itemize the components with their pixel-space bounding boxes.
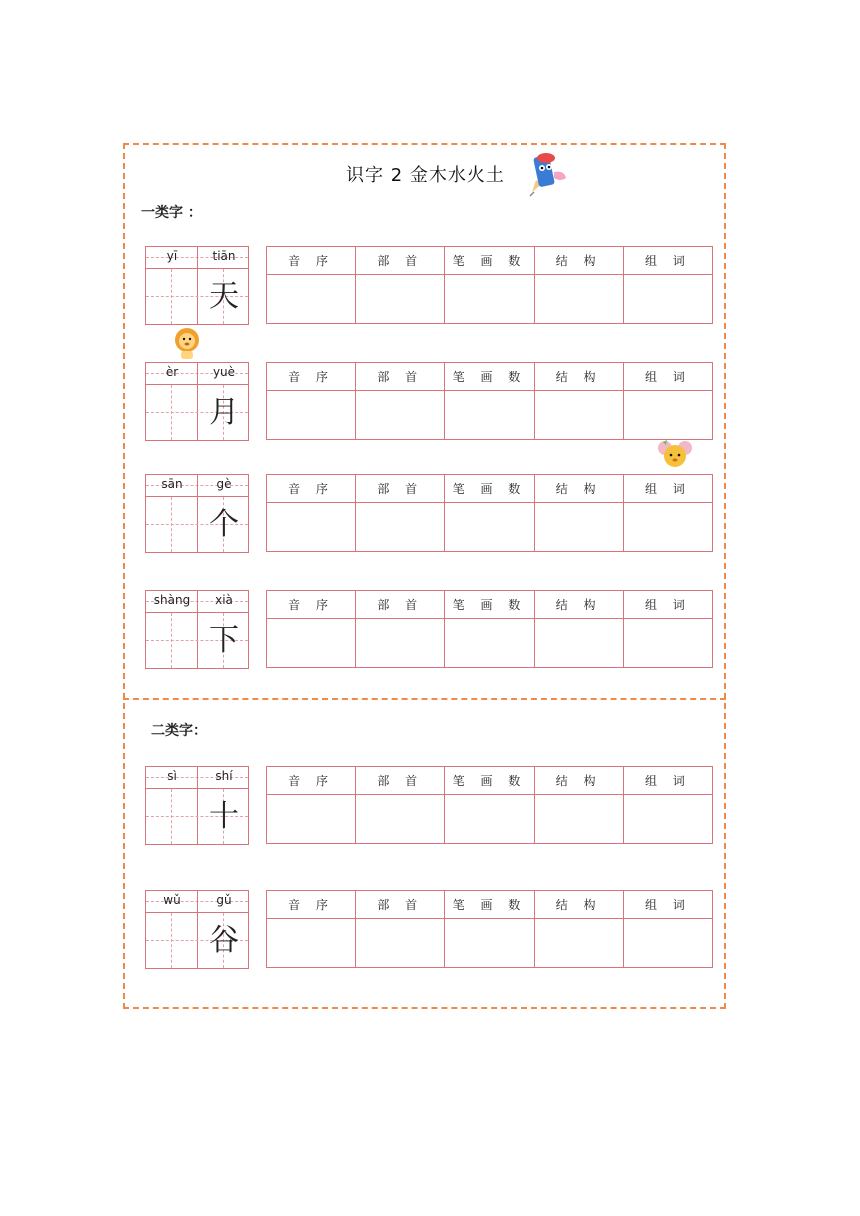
info-header: 部 首 bbox=[356, 247, 445, 275]
answer-cell[interactable] bbox=[356, 391, 445, 440]
pinyin-left: shàng bbox=[153, 593, 191, 607]
info-header: 结 构 bbox=[534, 475, 623, 503]
tianzige-char-block bbox=[145, 362, 249, 441]
answer-cell[interactable] bbox=[534, 503, 623, 552]
lion-icon bbox=[172, 327, 202, 361]
pinyin-left: èr bbox=[165, 365, 179, 379]
answer-cell[interactable] bbox=[267, 503, 356, 552]
pencil-mascot-icon bbox=[524, 148, 570, 198]
info-header: 部 首 bbox=[356, 475, 445, 503]
info-header: 结 构 bbox=[534, 247, 623, 275]
info-header: 音 序 bbox=[267, 767, 356, 795]
answer-cell[interactable] bbox=[267, 919, 356, 968]
answer-cell[interactable] bbox=[267, 275, 356, 324]
answer-cell[interactable] bbox=[534, 391, 623, 440]
answer-cell[interactable] bbox=[623, 391, 712, 440]
info-header: 结 构 bbox=[534, 363, 623, 391]
info-header: 部 首 bbox=[356, 591, 445, 619]
answer-cell[interactable] bbox=[445, 795, 534, 844]
answer-cell[interactable] bbox=[534, 919, 623, 968]
pinyin-right: shí bbox=[215, 769, 233, 783]
answer-cell[interactable] bbox=[623, 919, 712, 968]
pinyin-right: yuè bbox=[212, 365, 236, 379]
tianzige-char-block bbox=[145, 890, 249, 969]
answer-cell[interactable] bbox=[267, 391, 356, 440]
pinyin-right: tiān bbox=[212, 249, 236, 263]
section-divider bbox=[123, 698, 726, 700]
info-header: 结 构 bbox=[534, 891, 623, 919]
info-header: 笔 画 数 bbox=[445, 475, 534, 503]
section-label-first: 一类字 ： bbox=[141, 205, 202, 221]
char-info-table bbox=[266, 474, 713, 552]
info-header: 音 序 bbox=[267, 247, 356, 275]
pinyin-left: sān bbox=[161, 477, 183, 491]
info-header: 笔 画 数 bbox=[445, 591, 534, 619]
tianzige-char-block bbox=[145, 474, 249, 553]
tianzige-char-block bbox=[145, 590, 249, 669]
info-header: 音 序 bbox=[267, 363, 356, 391]
answer-cell[interactable] bbox=[445, 275, 534, 324]
tianzige-char-block bbox=[145, 246, 249, 325]
answer-cell[interactable] bbox=[445, 503, 534, 552]
info-header: 笔 画 数 bbox=[445, 891, 534, 919]
answer-cell[interactable] bbox=[445, 619, 534, 668]
hanzi-character: 月 bbox=[209, 395, 239, 430]
info-header: 音 序 bbox=[267, 891, 356, 919]
answer-cell[interactable] bbox=[623, 619, 712, 668]
answer-cell[interactable] bbox=[356, 619, 445, 668]
info-header: 组 词 bbox=[623, 363, 712, 391]
info-header: 音 序 bbox=[267, 591, 356, 619]
answer-cell[interactable] bbox=[534, 795, 623, 844]
answer-cell[interactable] bbox=[445, 391, 534, 440]
char-info-table bbox=[266, 766, 713, 844]
answer-cell[interactable] bbox=[356, 919, 445, 968]
info-header: 组 词 bbox=[623, 767, 712, 795]
answer-cell[interactable] bbox=[356, 795, 445, 844]
pinyin-left: yī bbox=[166, 249, 178, 263]
mouse-icon bbox=[657, 438, 693, 474]
hanzi-character: 个 bbox=[209, 507, 239, 542]
info-header: 笔 画 数 bbox=[445, 247, 534, 275]
hanzi-character: 天 bbox=[209, 279, 239, 314]
info-header: 结 构 bbox=[534, 767, 623, 795]
hanzi-character: 谷 bbox=[209, 923, 239, 958]
pinyin-left: wǔ bbox=[163, 893, 181, 907]
char-info-table bbox=[266, 890, 713, 968]
answer-cell[interactable] bbox=[623, 795, 712, 844]
hanzi-character: 下 bbox=[209, 623, 239, 658]
info-header: 组 词 bbox=[623, 891, 712, 919]
pinyin-left: sì bbox=[167, 769, 177, 783]
info-header: 部 首 bbox=[356, 363, 445, 391]
info-header: 组 词 bbox=[623, 247, 712, 275]
answer-cell[interactable] bbox=[623, 275, 712, 324]
char-info-table bbox=[266, 362, 713, 440]
info-header: 部 首 bbox=[356, 767, 445, 795]
answer-cell[interactable] bbox=[623, 503, 712, 552]
info-header: 结 构 bbox=[534, 591, 623, 619]
pinyin-right: xià bbox=[215, 593, 233, 607]
info-header: 组 词 bbox=[623, 475, 712, 503]
pinyin-right: gǔ bbox=[216, 893, 232, 907]
worksheet-title: 识字 2 金木水火土 bbox=[346, 165, 505, 186]
answer-cell[interactable] bbox=[356, 275, 445, 324]
answer-cell[interactable] bbox=[534, 275, 623, 324]
info-header: 音 序 bbox=[267, 475, 356, 503]
answer-cell[interactable] bbox=[445, 919, 534, 968]
answer-cell[interactable] bbox=[267, 619, 356, 668]
answer-cell[interactable] bbox=[267, 795, 356, 844]
section-label-second: 二类字： bbox=[151, 723, 207, 739]
answer-cell[interactable] bbox=[356, 503, 445, 552]
info-header: 组 词 bbox=[623, 591, 712, 619]
tianzige-char-block bbox=[145, 766, 249, 845]
pinyin-right: gè bbox=[216, 477, 232, 491]
info-header: 部 首 bbox=[356, 891, 445, 919]
char-info-table bbox=[266, 590, 713, 668]
answer-cell[interactable] bbox=[534, 619, 623, 668]
hanzi-character: 十 bbox=[209, 799, 239, 834]
char-info-table bbox=[266, 246, 713, 324]
info-header: 笔 画 数 bbox=[445, 767, 534, 795]
info-header: 笔 画 数 bbox=[445, 363, 534, 391]
